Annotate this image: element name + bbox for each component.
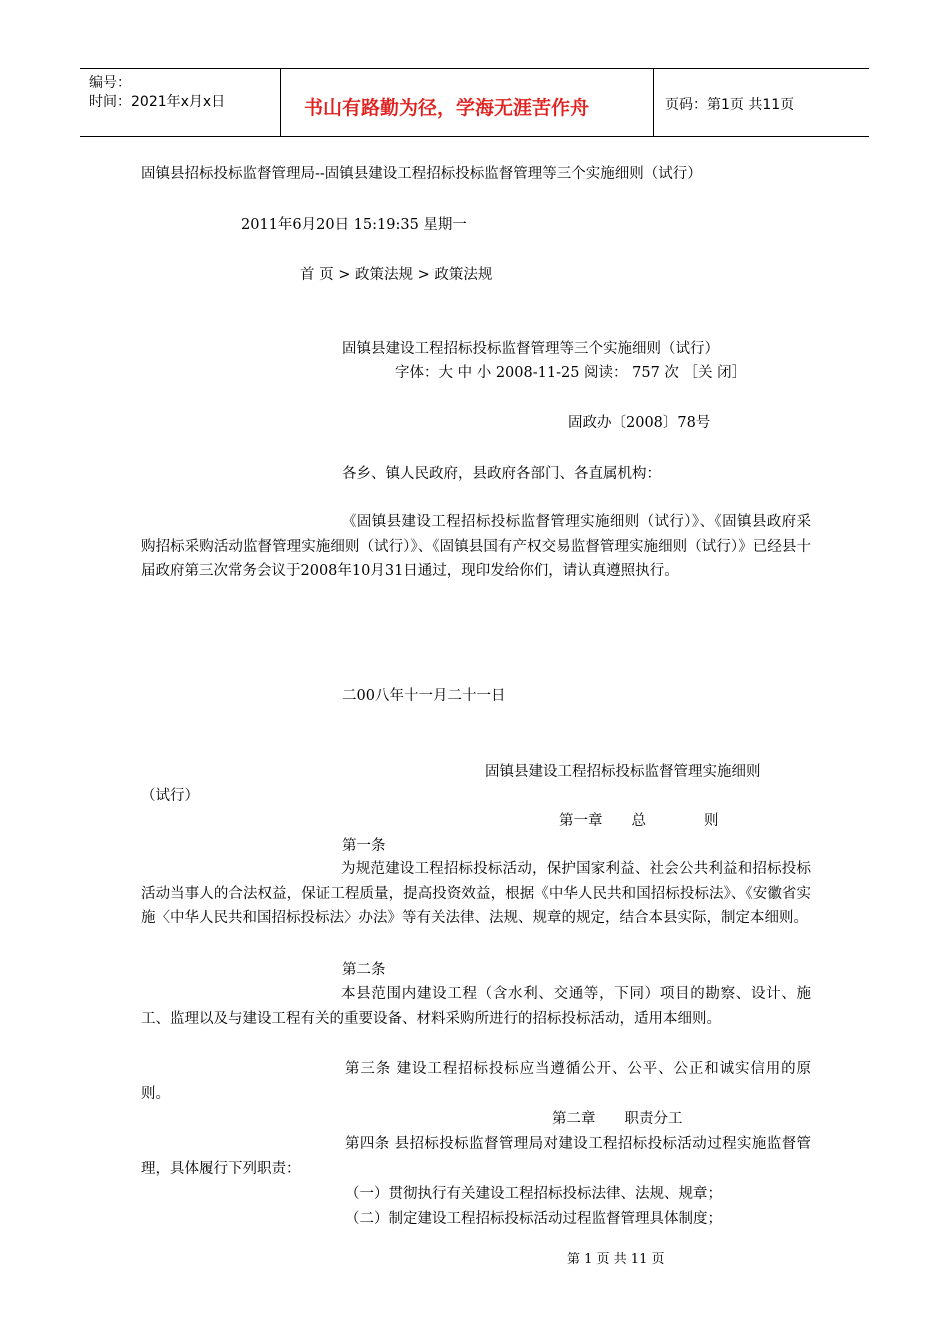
addressee: 各乡、镇人民政府，县政府各部门、各直属机构： xyxy=(342,466,661,482)
article-label: 第一条 xyxy=(342,838,386,854)
header-divider xyxy=(280,69,281,136)
sub-title: 固镇县建设工程招标投标监督管理实施细则 xyxy=(485,764,761,780)
list-item: （二）制定建设工程招标投标活动过程监督管理具体制度； xyxy=(345,1211,722,1227)
chapter-heading: 第二章 职责分工 xyxy=(552,1111,683,1127)
article-text: 本县范围内建设工程（含水利、交通等，下同）项目的勘察、设计、施工、监理以及与建设工程有关的重要设备、材料采购所进行的招标投标活动，适用本细则。 xyxy=(141,986,811,1027)
article-text: 第三条 建设工程招标投标应当遵循公开、公平、公正和诚实信用的原则。 xyxy=(141,1061,811,1102)
header-divider xyxy=(653,69,654,136)
article-text: 为规范建设工程招标投标活动，保护国家利益、社会公共利益和招标投标活动当事人的合法权益，保证工程质量，提高投资效益，根据《中华人民共和国招标投标法》、《安徽省实施〈中华人民共和国招标投标法〉办法》等有关法律、法规、规章的规定，结合本县实际，制定本细则。 xyxy=(141,861,811,926)
sign-date: 二00八年十一月二十一日 xyxy=(342,688,506,704)
page-title: 固镇县招标投标监督管理局--固镇县建设工程招标投标监督管理等三个实施细则（试行） xyxy=(141,166,702,182)
number-label: 编号： xyxy=(89,75,131,91)
article-meta: 字体：大 中 小 2008-11-25 阅读： 757 次 ［关 闭］ xyxy=(395,365,747,381)
page-info: 页码：第1页 共11页 xyxy=(665,97,795,113)
sub-title-suffix: （试行） xyxy=(141,788,199,804)
time-label: 时间：2021年x月x日 xyxy=(89,94,226,110)
article-text: 第四条 县招标投标监督管理局对建设工程招标投标活动过程实施监督管理，具体履行下列职责： xyxy=(141,1136,811,1177)
motto: 书山有路勤为径，学海无涯苦作舟 xyxy=(304,97,590,119)
intro-paragraph: 《固镇县建设工程招标投标监督管理实施细则（试行）》、《固镇县政府采购招标采购活动监督管理实施细则（试行）》、《固镇县国有产权交易监督管理实施细则（试行）》已经县十届政府第三次常务会议于2008年10月31日通过，现印发给你们，请认真遵照执行。 xyxy=(141,514,811,579)
list-item: （一）贯彻执行有关建设工程招标投标法律、法规、规章； xyxy=(345,1186,722,1202)
header-table xyxy=(80,68,869,137)
page-footer: 第 1 页 共 11 页 xyxy=(567,1252,665,1267)
breadcrumb[interactable]: 首 页 > 政策法规 > 政策法规 xyxy=(300,267,493,283)
datetime: 2011年6月20日 15:19:35 星期一 xyxy=(241,217,467,233)
doc-number: 固政办〔2008〕78号 xyxy=(568,415,711,431)
article-title: 固镇县建设工程招标投标监督管理等三个实施细则（试行） xyxy=(342,341,719,357)
article-label: 第二条 xyxy=(342,962,386,978)
chapter-heading: 第一章 总 则 xyxy=(559,813,719,829)
